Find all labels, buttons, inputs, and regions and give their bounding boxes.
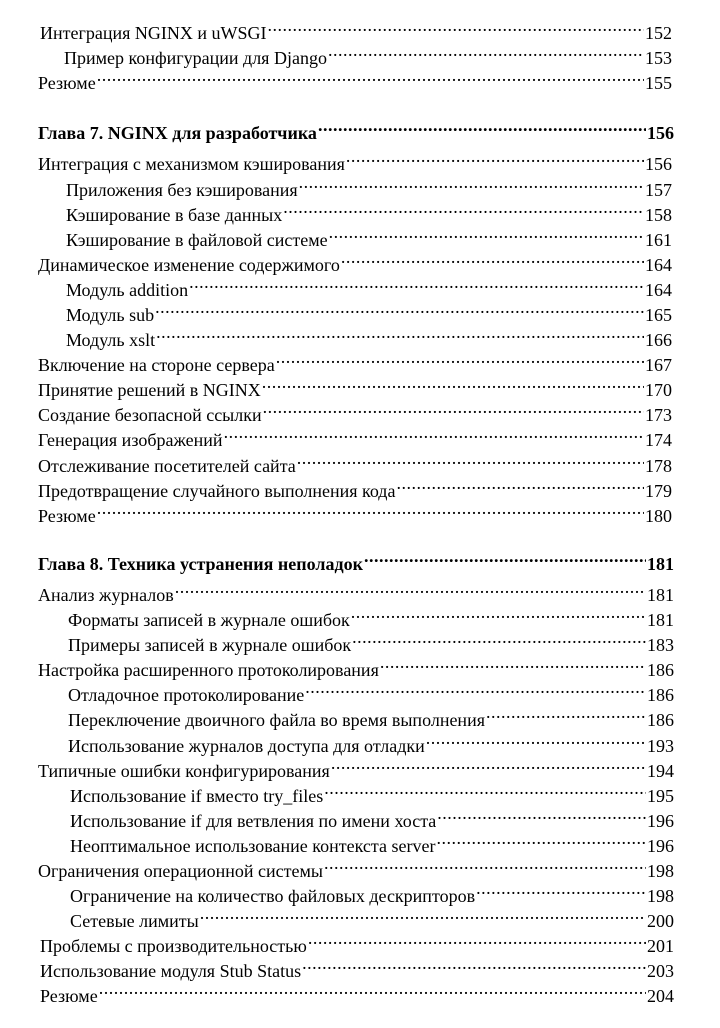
dot-leader bbox=[380, 652, 646, 676]
toc-entry-page-number: 186 bbox=[647, 685, 674, 705]
toc-entry-page-number: 181 bbox=[647, 554, 674, 574]
toc-entry-title: Модуль sub bbox=[66, 305, 155, 325]
toc-entry-page-number: 181 bbox=[647, 610, 674, 630]
dot-leader bbox=[476, 878, 646, 902]
toc-entry-title: Использование журналов доступа для отладки bbox=[68, 736, 425, 756]
toc-entry[interactable] bbox=[38, 498, 672, 526]
toc-entry-page-number: 153 bbox=[645, 48, 672, 68]
toc-entry-title: Примеры записей в журнале ошибок bbox=[68, 635, 352, 655]
toc-entry-page-number: 201 bbox=[647, 936, 674, 956]
toc-entry-title: Использование if для ветвления по имени хоста bbox=[70, 811, 437, 831]
toc-entry-title: Проблемы с производительностью bbox=[40, 936, 307, 956]
toc-entry-page-number: 179 bbox=[645, 481, 672, 501]
toc-entry-title: Ограничения операционной системы bbox=[38, 861, 323, 881]
toc-entry-page-number: 166 bbox=[645, 330, 672, 350]
toc-entry[interactable] bbox=[68, 702, 674, 730]
toc-entry-title: Форматы записей в журнале ошибок bbox=[68, 610, 350, 630]
toc-entry[interactable] bbox=[70, 778, 674, 806]
toc-entry[interactable] bbox=[68, 602, 674, 630]
toc-entry-title: Типичные ошибки конфигурирования bbox=[38, 761, 330, 781]
dot-leader bbox=[99, 978, 646, 1002]
dot-leader bbox=[426, 728, 646, 752]
toc-entry-page-number: 186 bbox=[647, 660, 674, 680]
toc-entry-page-number: 174 bbox=[645, 430, 672, 450]
toc-entry-title: Интеграция с механизмом кэширования bbox=[38, 154, 345, 174]
toc-entry[interactable] bbox=[38, 448, 672, 476]
toc-entry[interactable] bbox=[70, 878, 674, 906]
toc-entry-title: Создание безопасной ссылки bbox=[38, 405, 262, 425]
toc-entry-page-number: 180 bbox=[645, 506, 672, 526]
dot-leader bbox=[437, 803, 646, 827]
dot-leader bbox=[155, 297, 644, 321]
toc-entry-page-number: 156 bbox=[645, 154, 672, 174]
dot-leader bbox=[297, 448, 644, 472]
toc-entry-title: Пример конфигурации для Django bbox=[64, 48, 327, 68]
toc-entry-title: Генерация изображений bbox=[38, 430, 223, 450]
toc-entry[interactable] bbox=[40, 978, 674, 1006]
dot-leader bbox=[331, 753, 646, 777]
toc-entry-title: Глава 8. Техника устранения неполадок bbox=[38, 554, 363, 574]
toc-entry-title: Неоптимальное использование контекста server bbox=[70, 836, 436, 856]
toc-entry-page-number: 181 bbox=[647, 585, 674, 605]
dot-leader bbox=[299, 172, 644, 196]
dot-leader bbox=[97, 65, 644, 89]
toc-entry-page-number: 196 bbox=[647, 836, 674, 856]
dot-leader bbox=[486, 702, 646, 726]
dot-leader bbox=[262, 372, 644, 396]
dot-leader bbox=[324, 778, 646, 802]
toc-entry[interactable] bbox=[70, 828, 674, 856]
toc-entry-page-number: 152 bbox=[645, 23, 672, 43]
toc-entry-title: Анализ журналов bbox=[38, 585, 174, 605]
dot-leader bbox=[305, 677, 646, 701]
dot-leader bbox=[318, 115, 646, 139]
toc-entry[interactable] bbox=[38, 652, 674, 680]
toc-entry[interactable] bbox=[70, 803, 674, 831]
toc-entry-title: Модуль addition bbox=[66, 280, 189, 300]
toc-entry-page-number: 183 bbox=[647, 635, 674, 655]
toc-entry[interactable] bbox=[40, 928, 674, 956]
toc-entry-page-number: 198 bbox=[647, 886, 674, 906]
dot-leader bbox=[329, 222, 644, 246]
toc-entry-page-number: 195 bbox=[647, 786, 674, 806]
toc-entry[interactable] bbox=[66, 197, 672, 225]
toc-entry[interactable] bbox=[38, 247, 672, 275]
dot-leader bbox=[175, 577, 646, 601]
toc-entry[interactable] bbox=[66, 297, 672, 325]
toc-entry-title: Динамическое изменение содержимого bbox=[38, 255, 340, 275]
toc-entry-title: Приложения без кэширования bbox=[66, 180, 298, 200]
toc-entry-title: Ограничение на количество файловых дескрипторов bbox=[70, 886, 476, 906]
toc-entry[interactable] bbox=[68, 677, 674, 705]
toc-entry-title: Отладочное протоколирование bbox=[68, 685, 305, 705]
toc-entry[interactable] bbox=[66, 272, 672, 300]
dot-leader bbox=[97, 498, 644, 522]
toc-entry[interactable] bbox=[38, 577, 674, 605]
toc-entry[interactable] bbox=[38, 853, 674, 881]
toc-entry[interactable] bbox=[68, 627, 674, 655]
dot-leader bbox=[328, 40, 644, 64]
toc-entry[interactable] bbox=[38, 473, 672, 501]
toc-entry-title: Переключение двоичного файла во время выполнения bbox=[68, 710, 485, 730]
toc-entry-page-number: 173 bbox=[645, 405, 672, 425]
toc-entry-page-number: 156 bbox=[647, 123, 674, 143]
dot-leader bbox=[200, 903, 646, 927]
dot-leader bbox=[263, 397, 644, 421]
dot-leader bbox=[324, 853, 646, 877]
toc-entry[interactable] bbox=[38, 397, 672, 425]
toc-entry-page-number: 155 bbox=[645, 73, 672, 93]
toc-entry-page-number: 193 bbox=[647, 736, 674, 756]
toc-entry-title: Включение на стороне сервера bbox=[38, 355, 275, 375]
dot-leader bbox=[341, 247, 644, 271]
toc-entry[interactable] bbox=[38, 65, 672, 93]
dot-leader bbox=[346, 146, 644, 170]
toc-entry-page-number: 196 bbox=[647, 811, 674, 831]
toc-entry-page-number: 161 bbox=[645, 230, 672, 250]
dot-leader bbox=[276, 347, 644, 371]
toc-entry-page-number: 167 bbox=[645, 355, 672, 375]
toc-entry[interactable] bbox=[64, 40, 672, 68]
toc-entry-page-number: 157 bbox=[645, 180, 672, 200]
dot-leader bbox=[224, 422, 644, 446]
dot-leader bbox=[156, 322, 644, 346]
toc-entry-page-number: 165 bbox=[645, 305, 672, 325]
dot-leader bbox=[396, 473, 644, 497]
toc-entry-title: Резюме bbox=[40, 986, 98, 1006]
toc-entry-page-number: 164 bbox=[645, 255, 672, 275]
toc-entry[interactable] bbox=[66, 322, 672, 350]
toc-entry-title: Кэширование в файловой системе bbox=[66, 230, 328, 250]
dot-leader bbox=[351, 602, 646, 626]
toc-entry-page-number: 194 bbox=[647, 761, 674, 781]
toc-entry-page-number: 178 bbox=[645, 456, 672, 476]
toc-entry[interactable] bbox=[40, 953, 674, 981]
toc-entry-title: Глава 7. NGINX для разработчика bbox=[38, 123, 317, 143]
toc-entry-page-number: 158 bbox=[645, 205, 672, 225]
dot-leader bbox=[308, 928, 646, 952]
toc-entry-title: Интеграция NGINX и uWSGI bbox=[40, 23, 267, 43]
toc-entry[interactable] bbox=[40, 15, 672, 43]
toc-entry-title: Модуль xslt bbox=[66, 330, 156, 350]
toc-entry[interactable] bbox=[66, 222, 672, 250]
dot-leader bbox=[189, 272, 644, 296]
toc-entry-page-number: 164 bbox=[645, 280, 672, 300]
toc-entry[interactable] bbox=[38, 753, 674, 781]
toc-entry-page-number: 203 bbox=[647, 961, 674, 981]
toc-entry-page-number: 186 bbox=[647, 710, 674, 730]
toc-entry-title: Использование модуля Stub Status bbox=[40, 961, 302, 981]
toc-chapter-heading[interactable] bbox=[38, 546, 674, 574]
toc-entry[interactable] bbox=[68, 728, 674, 756]
toc-entry[interactable] bbox=[38, 372, 672, 400]
toc-entry-title: Предотвращение случайного выполнения кода bbox=[38, 481, 396, 501]
dot-leader bbox=[436, 828, 646, 852]
toc-entry-title: Использование if вместо try_files bbox=[70, 786, 324, 806]
dot-leader bbox=[283, 197, 644, 221]
dot-leader bbox=[302, 953, 646, 977]
toc-entry-title: Принятие решений в NGINX bbox=[38, 380, 261, 400]
toc-entry[interactable] bbox=[70, 903, 674, 931]
dot-leader bbox=[364, 546, 646, 570]
toc-entry-page-number: 198 bbox=[647, 861, 674, 881]
toc-chapter-heading[interactable] bbox=[38, 115, 674, 143]
toc-entry[interactable] bbox=[66, 172, 672, 200]
toc-entry-title: Кэширование в базе данных bbox=[66, 205, 283, 225]
toc-entry-page-number: 204 bbox=[647, 986, 674, 1006]
toc-entry-title: Сетевые лимиты bbox=[70, 911, 199, 931]
toc-entry-page-number: 200 bbox=[647, 911, 674, 931]
toc-entry-title: Настройка расширенного протоколирования bbox=[38, 660, 379, 680]
dot-leader bbox=[268, 15, 644, 39]
toc-entry[interactable] bbox=[38, 422, 672, 450]
dot-leader bbox=[352, 627, 646, 651]
toc-entry[interactable] bbox=[38, 347, 672, 375]
toc-entry[interactable] bbox=[38, 146, 672, 174]
toc-entry-title: Резюме bbox=[38, 506, 96, 526]
toc-entry-page-number: 170 bbox=[645, 380, 672, 400]
toc-entry-title: Отслеживание посетителей сайта bbox=[38, 456, 296, 476]
toc-entry-title: Резюме bbox=[38, 73, 96, 93]
